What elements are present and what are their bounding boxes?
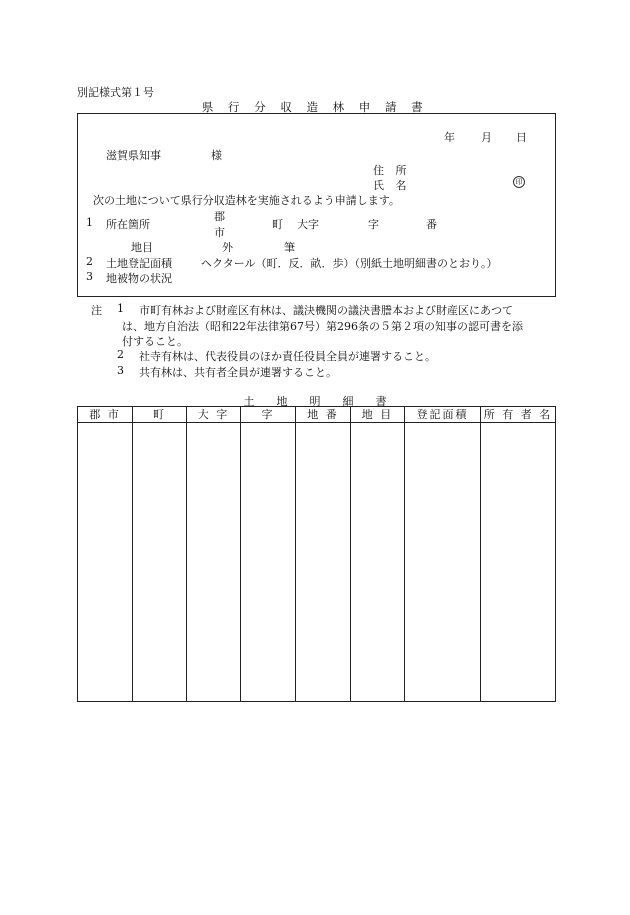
honorific: 様 (211, 149, 222, 162)
note3-text: 共有林は、共有者全員が連署すること。 (139, 366, 337, 379)
note-mark: 注 (91, 304, 102, 317)
cell-oaza (187, 423, 241, 702)
item1-oaza: 大字 (297, 218, 319, 231)
item1-number: 1 (86, 216, 93, 229)
col-chiban: 地 番 (296, 407, 351, 423)
seal-mark: 印 (513, 176, 525, 188)
col-owner-name: 所 有 者 名 (481, 407, 556, 423)
item1-ban: 番 (426, 218, 437, 231)
col-oaza: 大 字 (187, 407, 241, 423)
note1-line1: 市町有林および財産区有林は、議決機関の議決書謄本および財産区にあつて (139, 304, 513, 317)
note1-line3: 付すること。 (122, 335, 188, 348)
item2-unit-text: ヘクタール（町．反．畝．歩）（別紙土地明細書のとおり。） (201, 257, 498, 270)
item3-number: 3 (86, 270, 93, 283)
note1-line2: は、地方自治法（昭和22年法律第67号）第296条の５第２項の知事の認可書を添 (122, 320, 523, 333)
note3-number: 3 (117, 364, 124, 377)
item1-shi: 市 (214, 226, 225, 239)
hitsu-label: 筆 (284, 241, 295, 254)
item1-gun: 郡 (214, 210, 225, 223)
date-day-label: 日 (516, 131, 527, 144)
hoka-label: 外 (222, 241, 233, 254)
note2-number: 2 (117, 348, 124, 361)
form-number: 別記様式第１号 (77, 86, 154, 99)
note1-number: 1 (117, 302, 124, 315)
item3-label: 地被物の状況 (106, 272, 172, 285)
item1-cho: 町 (272, 218, 283, 231)
detail-header-row (78, 407, 556, 423)
request-text: 次の土地について県行分収造林を実施されるよう申請します。 (93, 194, 400, 207)
cell-aza (241, 423, 296, 702)
cell-chimoku (351, 423, 405, 702)
col-aza: 字 (241, 407, 296, 423)
item2-number: 2 (86, 255, 93, 268)
cell-owner-name (481, 423, 556, 702)
date-year-label: 年 (444, 131, 455, 144)
col-registered-area: 登記面積 (405, 407, 481, 423)
detail-body-row (78, 423, 556, 702)
col-chimoku: 地 目 (351, 407, 405, 423)
note2-text: 社寺有林は、代表役員のほか責任役員全員が連署すること。 (139, 350, 436, 363)
cell-cho (133, 423, 187, 702)
item1-aza: 字 (368, 218, 379, 231)
col-gunshi: 郡 市 (78, 407, 133, 423)
cell-chiban (296, 423, 351, 702)
item1-label: 所在箇所 (106, 218, 150, 231)
item2-label: 土地登記面積 (106, 257, 172, 270)
form-title: 県 行 分 収 造 林 申 請 書 (201, 100, 429, 114)
addressee: 滋賀県知事 (106, 149, 161, 162)
cell-registered-area (405, 423, 481, 702)
land-category-label: 地目 (131, 241, 153, 254)
land-detail-table (77, 406, 556, 702)
cell-gunshi (78, 423, 133, 702)
detail-title: 土地明細書 (243, 395, 409, 408)
address-label: 住 所 (373, 164, 411, 177)
date-month-label: 月 (481, 131, 492, 144)
name-label: 氏 名 (373, 179, 411, 192)
col-cho: 町 (133, 407, 187, 423)
